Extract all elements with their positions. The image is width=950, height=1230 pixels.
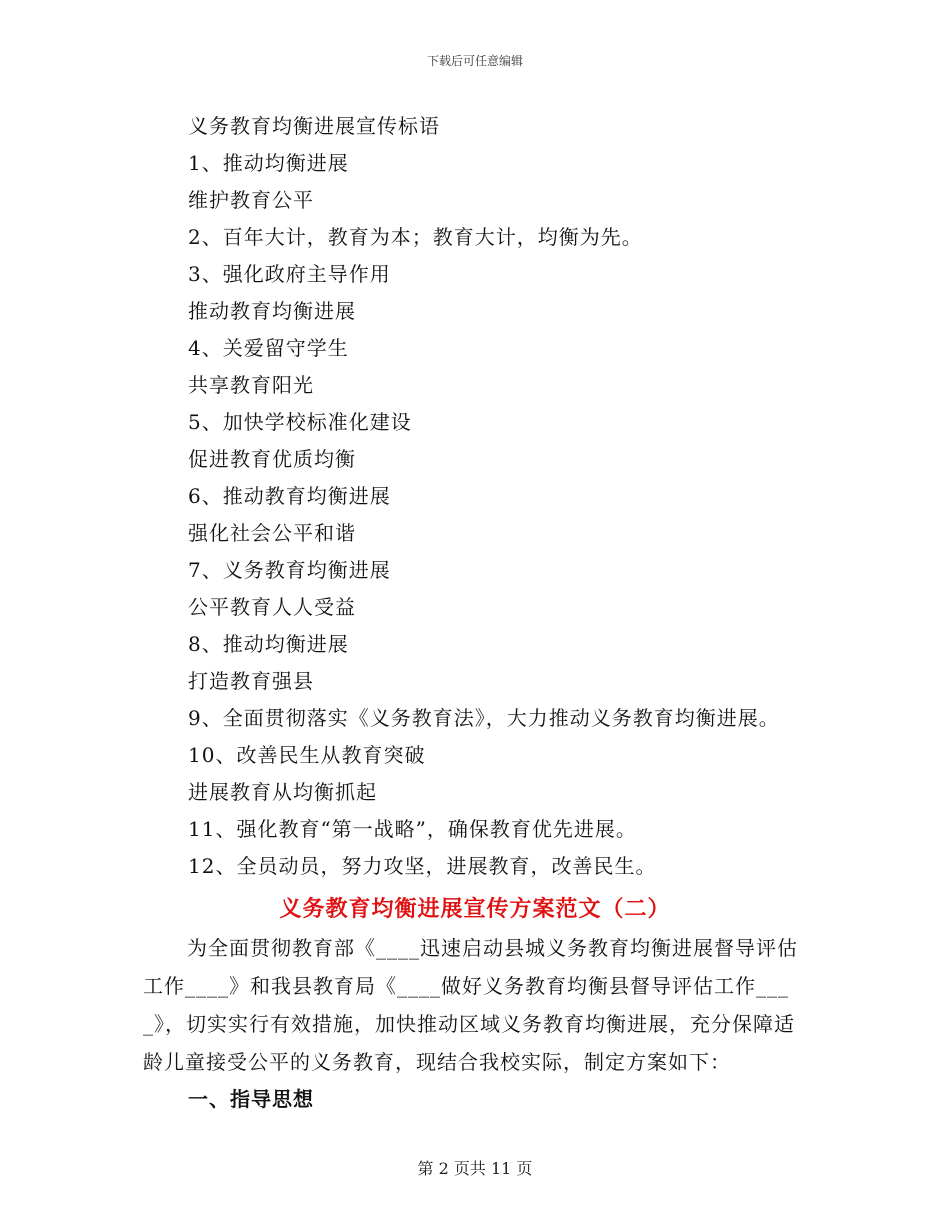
page-number: 第 2 页共 11 页: [417, 1159, 533, 1178]
slogan-line: 进展教育从均衡抓起: [188, 780, 377, 804]
slogan-line: 促进教育优质均衡: [188, 447, 356, 471]
slogan-line: 3、强化政府主导作用: [188, 262, 391, 286]
slogan-line: 10、改善民生从教育突破: [188, 743, 426, 767]
subheading-guiding-ideology: 一、指导思想: [188, 1087, 314, 1111]
slogan-line: 2、百年大计，教育为本；教育大计，均衡为先。: [188, 225, 643, 249]
header-note: 下载后可任意编辑: [426, 54, 523, 68]
slogan-line: 11、强化教育“第一战略”，确保教育优先进展。: [188, 817, 637, 841]
slogan-line: 12、全员动员，努力攻坚，进展教育，改善民生。: [188, 854, 657, 878]
slogan-line: 共享教育阳光: [188, 373, 314, 397]
slogan-line: 1、推动均衡进展: [188, 151, 349, 175]
slogan-line: 打造教育强县: [188, 669, 314, 693]
section-title: 义务教育均衡进展宣传方案范文（二）: [279, 896, 671, 922]
slogan-line: 9、全面贯彻落实《义务教育法》，大力推动义务教育均衡进展。: [188, 706, 780, 730]
slogan-line: 公平教育人人受益: [188, 595, 356, 619]
slogan-line: 7、义务教育均衡进展: [188, 558, 391, 582]
slogan-heading: 义务教育均衡进展宣传标语: [188, 114, 440, 138]
slogan-line: 维护教育公平: [188, 188, 314, 212]
slogan-line: 推动教育均衡进展: [188, 299, 356, 323]
slogan-line: 强化社会公平和谐: [188, 521, 356, 545]
intro-paragraph: 为全面贯彻教育部《____迅速启动县城义务教育均衡进展督导评估工作____》和我县教育局《____做好义务教育均衡县督导评估工作____》，切实实行有效措施，加快推动区域义务教育均衡进展，充分保障适龄儿童接受公平的义务教育，现结合我校实际，制定方案如下：: [143, 936, 798, 1074]
slogan-line: 6、推动教育均衡进展: [188, 484, 391, 508]
slogan-line: 8、推动均衡进展: [188, 632, 349, 656]
slogan-line: 4、关爱留守学生: [188, 336, 349, 360]
slogan-line: 5、加快学校标准化建设: [188, 410, 412, 434]
